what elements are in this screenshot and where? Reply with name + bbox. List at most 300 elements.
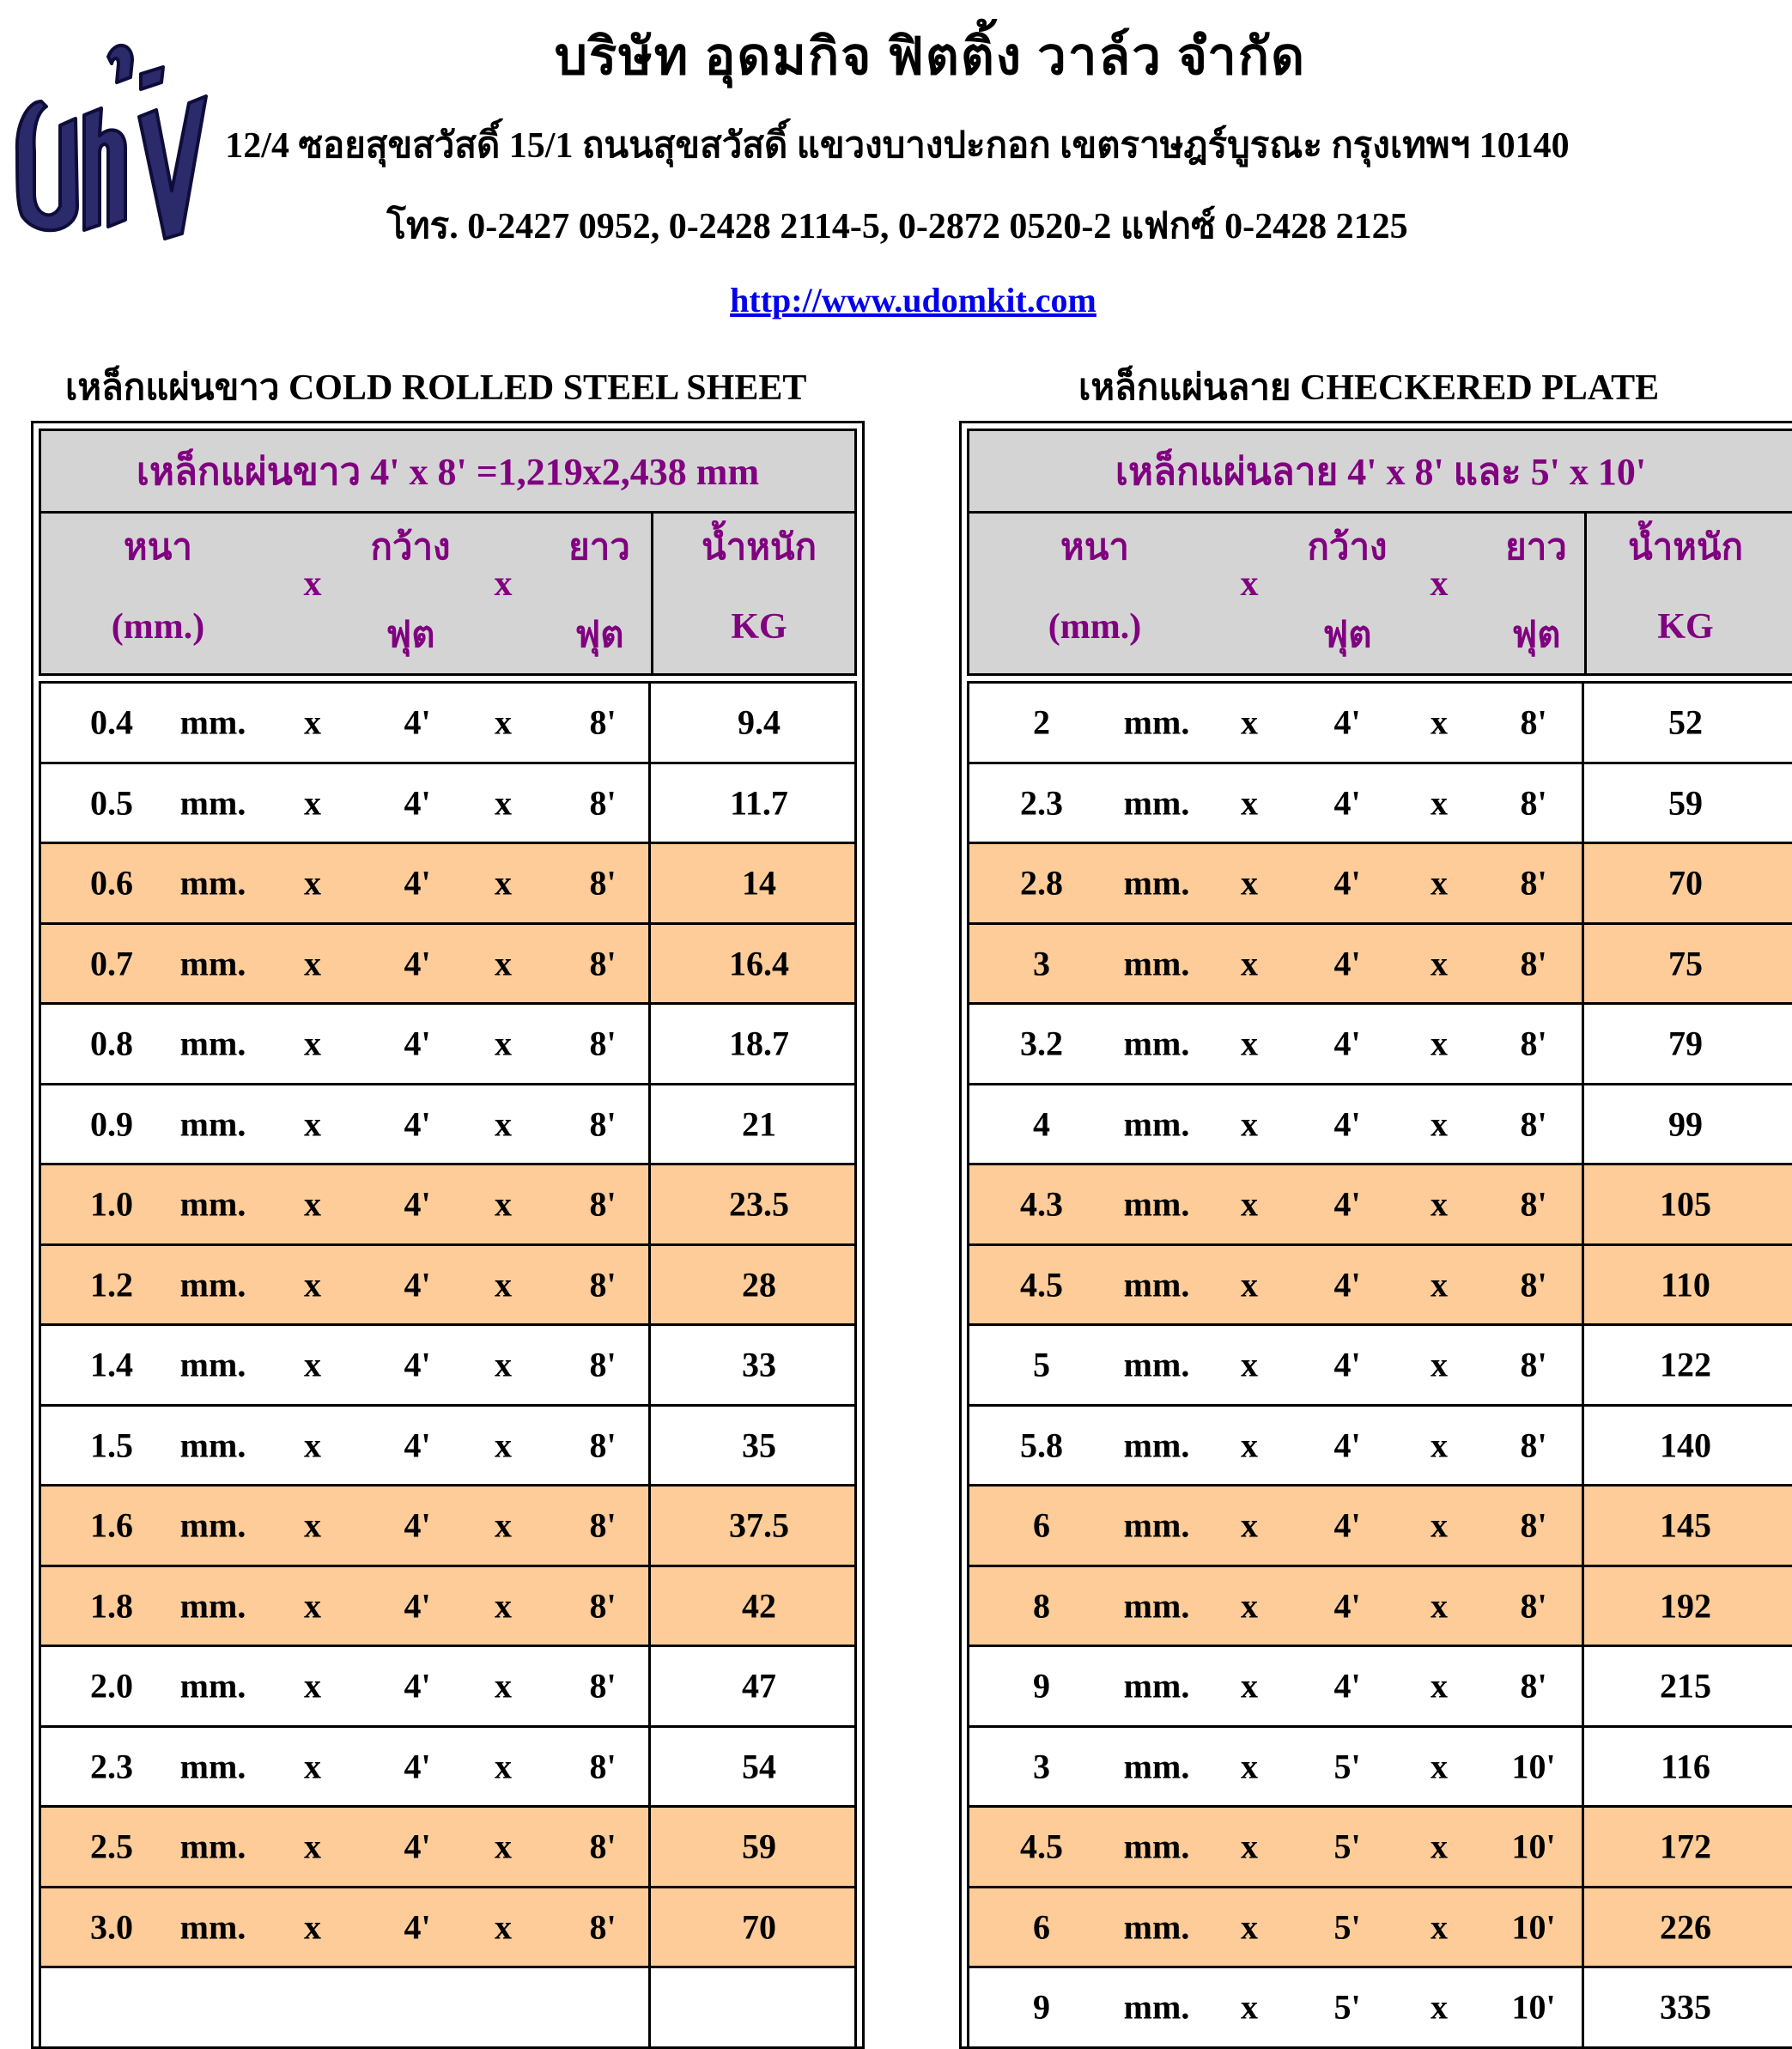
column-divider	[651, 514, 653, 673]
unit-cell: mm.	[179, 1666, 246, 1705]
table-row	[969, 1246, 1792, 1327]
unit-cell: mm.	[1123, 1827, 1190, 1866]
length-cell: 8'	[1520, 1426, 1547, 1465]
column-divider	[1582, 1005, 1584, 1083]
table-title: เหล็กแผ่นลาย 4' x 8' และ 5' x 10'	[969, 431, 1792, 514]
company-phone: โทร. 0-2427 0952, 0-2428 2114-5, 0-2872 0520-2 แฟกซ์ 0-2428 2125	[386, 207, 1408, 246]
width-cell: 4'	[404, 1345, 431, 1384]
length-cell: 8'	[589, 1104, 617, 1144]
length-cell: 10'	[1511, 1827, 1556, 1866]
weight-cell: 47	[742, 1666, 776, 1705]
thickness-cell: 0.6	[90, 863, 133, 903]
thickness-cell: 0.4	[90, 702, 133, 742]
column-divider	[1582, 1085, 1584, 1164]
column-divider	[648, 1165, 651, 1243]
column-divider	[648, 684, 651, 762]
column-header-width-unit: ฟุต	[1322, 616, 1372, 655]
width-cell: 5'	[1333, 1747, 1361, 1786]
length-cell: 8'	[1520, 1024, 1547, 1063]
column-divider	[648, 1085, 651, 1164]
table-row	[969, 1567, 1792, 1648]
times-cell: x	[1431, 944, 1448, 983]
times-cell: x	[495, 783, 512, 823]
column-divider	[1582, 1647, 1584, 1725]
column-header-weight: น้ำหนัก	[1627, 528, 1744, 568]
table-row	[969, 1808, 1792, 1888]
weight-cell: 35	[742, 1426, 776, 1465]
unit-cell: mm.	[1123, 944, 1190, 983]
column-header-times: x	[494, 564, 513, 604]
weight-cell: 11.7	[730, 783, 788, 823]
times-cell: x	[1431, 1586, 1448, 1626]
table-row	[969, 1407, 1792, 1487]
table-row	[41, 1487, 854, 1567]
unit-cell: mm.	[179, 1265, 246, 1304]
column-header-thickness: หนา	[1060, 528, 1129, 568]
weight-cell: 33	[742, 1345, 776, 1384]
weight-cell: 23.5	[729, 1184, 789, 1224]
column-header-length-unit: ฟุต	[574, 616, 624, 655]
times-cell: x	[1241, 1104, 1258, 1144]
unit-cell: mm.	[1123, 1104, 1190, 1144]
column-divider	[1582, 764, 1584, 842]
width-cell: 4'	[1333, 1265, 1361, 1304]
company-name: บริษัท อุดมกิจ ฟิตติ้ง วาล์ว จำกัด	[554, 28, 1307, 85]
times-cell: x	[1241, 1827, 1258, 1866]
thickness-cell: 5	[1033, 1345, 1050, 1384]
thickness-cell: 1.5	[90, 1426, 133, 1465]
table-body	[39, 681, 857, 2046]
times-cell: x	[304, 944, 321, 983]
column-header-width-unit: ฟุต	[386, 616, 435, 655]
length-cell: 8'	[1520, 863, 1547, 903]
thickness-cell: 3.0	[90, 1907, 133, 1947]
unit-cell: mm.	[1123, 863, 1190, 903]
thickness-cell: 1.6	[90, 1505, 133, 1545]
width-cell: 4'	[1333, 1104, 1361, 1144]
table-row	[41, 1407, 854, 1487]
column-header-weight-unit: KG	[731, 607, 787, 647]
weight-cell: 37.5	[729, 1505, 789, 1545]
thickness-cell: 1.4	[90, 1345, 133, 1384]
times-cell: x	[304, 1907, 321, 1947]
width-cell: 4'	[1333, 702, 1361, 742]
table-row	[969, 1326, 1792, 1407]
length-cell: 8'	[1520, 1265, 1547, 1304]
times-cell: x	[1431, 1345, 1448, 1384]
column-divider	[648, 1728, 651, 1806]
thickness-cell: 0.9	[90, 1104, 133, 1144]
column-divider	[1582, 684, 1584, 762]
weight-cell: 215	[1660, 1666, 1711, 1705]
times-cell: x	[1241, 944, 1258, 983]
length-cell: 8'	[589, 1827, 617, 1866]
weight-cell: 42	[742, 1586, 776, 1626]
weight-cell: 75	[1668, 944, 1703, 983]
table-row	[969, 1647, 1792, 1728]
width-cell: 5'	[1333, 1827, 1361, 1866]
length-cell: 8'	[589, 1184, 617, 1224]
width-cell: 4'	[404, 702, 431, 742]
thickness-cell: 2.3	[90, 1747, 133, 1786]
column-divider	[648, 1647, 651, 1725]
column-divider	[648, 764, 651, 842]
thickness-cell: 4.5	[1020, 1827, 1063, 1866]
column-header-weight-unit: KG	[1657, 607, 1714, 647]
thickness-cell: 0.7	[90, 944, 133, 983]
unit-cell: mm.	[179, 702, 246, 742]
times-cell: x	[1241, 1505, 1258, 1545]
table-row	[969, 1005, 1792, 1085]
times-cell: x	[304, 702, 321, 742]
column-divider	[1582, 1326, 1584, 1404]
length-cell: 8'	[589, 1024, 617, 1063]
table-row	[41, 1888, 854, 1969]
column-divider	[648, 1487, 651, 1565]
width-cell: 4'	[404, 1827, 431, 1866]
unit-cell: mm.	[1123, 1265, 1190, 1304]
column-divider	[1582, 1567, 1584, 1645]
length-cell: 8'	[1520, 1505, 1547, 1545]
thickness-cell: 6	[1033, 1505, 1050, 1545]
checkered-plate-table	[959, 421, 1792, 2049]
unit-cell: mm.	[1123, 783, 1190, 823]
width-cell: 4'	[1333, 1184, 1361, 1224]
width-cell: 4'	[1333, 1666, 1361, 1705]
thickness-cell: 4.5	[1020, 1265, 1063, 1304]
times-cell: x	[304, 1345, 321, 1384]
unit-cell: mm.	[179, 944, 246, 983]
table-row	[969, 1085, 1792, 1166]
column-divider	[1582, 1728, 1584, 1806]
thickness-cell: 0.8	[90, 1024, 133, 1063]
times-cell: x	[1431, 1024, 1448, 1063]
table-row	[969, 684, 1792, 764]
table-row	[41, 1246, 854, 1327]
table-title: เหล็กแผ่นขาว 4' x 8' =1,219x2,438 mm	[41, 431, 854, 514]
times-cell: x	[304, 1827, 321, 1866]
times-cell: x	[304, 863, 321, 903]
length-cell: 8'	[1520, 702, 1547, 742]
unit-cell: mm.	[1123, 1024, 1190, 1063]
length-cell: 8'	[589, 1345, 617, 1384]
table-row	[969, 1487, 1792, 1567]
thickness-cell: 1.8	[90, 1586, 133, 1626]
weight-cell: 140	[1660, 1426, 1711, 1465]
width-cell: 4'	[404, 1265, 431, 1304]
times-cell: x	[1431, 1987, 1448, 2027]
weight-cell: 28	[742, 1265, 776, 1304]
length-cell: 8'	[589, 1586, 617, 1626]
times-cell: x	[304, 1666, 321, 1705]
thickness-cell: 0.5	[90, 783, 133, 823]
column-divider	[648, 1968, 651, 2046]
table-row	[41, 1005, 854, 1085]
column-headers	[969, 514, 1792, 673]
unit-cell: mm.	[179, 783, 246, 823]
unit-cell: mm.	[179, 1907, 246, 1947]
unit-cell: mm.	[179, 863, 246, 903]
weight-cell: 52	[1668, 702, 1703, 742]
weight-cell: 99	[1668, 1104, 1703, 1144]
thickness-cell: 2.3	[1020, 783, 1063, 823]
width-cell: 4'	[404, 1907, 431, 1947]
unit-cell: mm.	[179, 1827, 246, 1866]
column-header-weight: น้ำหนัก	[701, 528, 817, 568]
column-divider	[648, 1326, 651, 1404]
thickness-cell: 3	[1033, 944, 1050, 983]
weight-cell: 335	[1660, 1987, 1711, 2027]
column-divider	[1582, 1165, 1584, 1243]
thickness-cell: 2.0	[90, 1666, 133, 1705]
table-row	[41, 764, 854, 845]
unit-cell: mm.	[179, 1024, 246, 1063]
width-cell: 4'	[1333, 783, 1361, 823]
weight-cell: 79	[1668, 1024, 1703, 1063]
weight-cell: 14	[742, 863, 776, 903]
table-header	[967, 429, 1792, 676]
times-cell: x	[495, 1827, 512, 1866]
width-cell: 4'	[404, 1426, 431, 1465]
width-cell: 4'	[1333, 1426, 1361, 1465]
times-cell: x	[1241, 1024, 1258, 1063]
table-row	[969, 844, 1792, 925]
column-header-width: กว้าง	[370, 528, 451, 568]
times-cell: x	[1241, 1345, 1258, 1384]
width-cell: 5'	[1333, 1907, 1361, 1947]
column-header-times: x	[1430, 564, 1449, 604]
table-row	[41, 1808, 854, 1888]
weight-cell: 18.7	[729, 1024, 789, 1063]
column-divider	[648, 1808, 651, 1886]
unit-cell: mm.	[1123, 1747, 1190, 1786]
column-header-length: ยาว	[1505, 528, 1567, 568]
unit-cell: mm.	[1123, 1987, 1190, 2027]
weight-cell: 54	[742, 1747, 776, 1786]
times-cell: x	[304, 1104, 321, 1144]
table-row	[969, 1728, 1792, 1809]
thickness-cell: 9	[1033, 1987, 1050, 2027]
unit-cell: mm.	[179, 1586, 246, 1626]
times-cell: x	[1431, 783, 1448, 823]
times-cell: x	[1431, 1907, 1448, 1947]
times-cell: x	[1431, 702, 1448, 742]
table-row	[41, 844, 854, 925]
weight-cell: 59	[742, 1827, 776, 1866]
times-cell: x	[1431, 1827, 1448, 1866]
times-cell: x	[304, 1024, 321, 1063]
times-cell: x	[1431, 863, 1448, 903]
unit-cell: mm.	[1123, 1426, 1190, 1465]
times-cell: x	[1241, 1184, 1258, 1224]
times-cell: x	[304, 1265, 321, 1304]
unit-cell: mm.	[1123, 1184, 1190, 1224]
column-header-width: กว้าง	[1307, 528, 1388, 568]
length-cell: 8'	[589, 1426, 617, 1465]
width-cell: 4'	[404, 863, 431, 903]
unit-cell: mm.	[1123, 1907, 1190, 1947]
times-cell: x	[1431, 1184, 1448, 1224]
times-cell: x	[304, 1184, 321, 1224]
length-cell: 10'	[1511, 1907, 1556, 1947]
website	[0, 280, 1792, 320]
column-header-times: x	[303, 564, 322, 604]
table-row	[969, 925, 1792, 1006]
column-header-length-unit: ฟุต	[1511, 616, 1561, 655]
width-cell: 4'	[1333, 1024, 1361, 1063]
times-cell: x	[1431, 1104, 1448, 1144]
weight-cell: 59	[1668, 783, 1703, 823]
thickness-cell: 2.8	[1020, 863, 1063, 903]
section-title-checkered: เหล็กแผ่นลาย CHECKERED PLATE	[1078, 368, 1660, 408]
width-cell: 4'	[404, 1104, 431, 1144]
table-row	[41, 1968, 854, 2049]
column-divider	[648, 1005, 651, 1083]
times-cell: x	[495, 702, 512, 742]
times-cell: x	[1241, 1907, 1258, 1947]
times-cell: x	[495, 863, 512, 903]
times-cell: x	[1241, 1586, 1258, 1626]
column-divider	[648, 844, 651, 922]
column-header-thickness-unit: (mm.)	[111, 607, 205, 647]
thickness-cell: 4.3	[1020, 1184, 1063, 1224]
width-cell: 4'	[404, 783, 431, 823]
table-row	[41, 1165, 854, 1246]
table-row	[969, 1165, 1792, 1246]
weight-cell: 116	[1661, 1747, 1710, 1786]
table-row	[41, 1647, 854, 1728]
table-row	[41, 925, 854, 1006]
length-cell: 8'	[589, 783, 617, 823]
table-row	[41, 1567, 854, 1648]
column-divider	[648, 1407, 651, 1485]
thickness-cell: 4	[1033, 1104, 1050, 1144]
column-header-length: ยาว	[568, 528, 630, 568]
website-link[interactable]: http://www.udomkit.com	[730, 281, 1096, 319]
column-header-thickness: หนา	[124, 528, 192, 568]
column-divider	[1582, 1246, 1584, 1324]
unit-cell: mm.	[179, 1345, 246, 1384]
table-row	[41, 1326, 854, 1407]
times-cell: x	[304, 1747, 321, 1786]
length-cell: 10'	[1511, 1987, 1556, 2027]
length-cell: 8'	[1520, 1345, 1547, 1384]
column-header-thickness-unit: (mm.)	[1048, 607, 1142, 647]
column-divider	[1582, 1407, 1584, 1485]
times-cell: x	[495, 1666, 512, 1705]
times-cell: x	[1431, 1265, 1448, 1304]
width-cell: 4'	[404, 1024, 431, 1063]
cold-rolled-table	[31, 421, 865, 2049]
table-row	[41, 1085, 854, 1166]
times-cell: x	[1431, 1666, 1448, 1705]
column-divider	[1582, 1487, 1584, 1565]
width-cell: 4'	[1333, 944, 1361, 983]
width-cell: 4'	[404, 1666, 431, 1705]
weight-cell: 226	[1660, 1907, 1711, 1947]
times-cell: x	[1241, 1265, 1258, 1304]
length-cell: 8'	[589, 944, 617, 983]
unit-cell: mm.	[1123, 1666, 1190, 1705]
weight-cell: 70	[742, 1907, 776, 1947]
unit-cell: mm.	[179, 1505, 246, 1545]
length-cell: 8'	[1520, 783, 1547, 823]
weight-cell: 145	[1660, 1505, 1711, 1545]
table-header	[39, 429, 857, 676]
times-cell: x	[1431, 1747, 1448, 1786]
length-cell: 8'	[589, 1907, 617, 1947]
unit-cell: mm.	[179, 1426, 246, 1465]
weight-cell: 105	[1660, 1184, 1711, 1224]
times-cell: x	[1241, 1747, 1258, 1786]
times-cell: x	[495, 1265, 512, 1304]
times-cell: x	[495, 1505, 512, 1545]
weight-cell: 192	[1660, 1586, 1711, 1626]
thickness-cell: 8	[1033, 1586, 1050, 1626]
unit-cell: mm.	[179, 1747, 246, 1786]
width-cell: 4'	[404, 1505, 431, 1545]
length-cell: 8'	[589, 1747, 617, 1786]
times-cell: x	[1241, 702, 1258, 742]
width-cell: 4'	[1333, 863, 1361, 903]
width-cell: 4'	[1333, 1345, 1361, 1384]
times-cell: x	[495, 1907, 512, 1947]
unit-cell: mm.	[1123, 1505, 1190, 1545]
table-row	[969, 764, 1792, 845]
times-cell: x	[495, 1104, 512, 1144]
column-divider	[1582, 1888, 1584, 1967]
company-address: 12/4 ซอยสุขสวัสดิ์ 15/1 ถนนสุขสวัสดิ์ แขวงบางปะกอก เขตราษฎร์บูรณะ กรุงเทพฯ 10140	[225, 126, 1570, 166]
times-cell: x	[304, 783, 321, 823]
weight-cell: 70	[1668, 863, 1703, 903]
times-cell: x	[304, 1426, 321, 1465]
length-cell: 8'	[589, 1505, 617, 1545]
unit-cell: mm.	[179, 1104, 246, 1144]
weight-cell: 21	[742, 1104, 776, 1144]
times-cell: x	[495, 944, 512, 983]
width-cell: 4'	[404, 1184, 431, 1224]
times-cell: x	[495, 1184, 512, 1224]
length-cell: 8'	[1520, 1586, 1547, 1626]
length-cell: 8'	[1520, 944, 1547, 983]
length-cell: 8'	[589, 702, 617, 742]
column-divider	[1584, 514, 1587, 673]
thickness-cell: 9	[1033, 1666, 1050, 1705]
times-cell: x	[1431, 1426, 1448, 1465]
thickness-cell: 1.0	[90, 1184, 133, 1224]
times-cell: x	[1241, 783, 1258, 823]
times-cell: x	[304, 1586, 321, 1626]
table-row	[969, 1888, 1792, 1969]
thickness-cell: 3	[1033, 1747, 1050, 1786]
length-cell: 8'	[589, 863, 617, 903]
width-cell: 4'	[1333, 1586, 1361, 1626]
weight-cell: 16.4	[729, 944, 789, 983]
thickness-cell: 5.8	[1020, 1426, 1063, 1465]
column-divider	[648, 1888, 651, 1967]
thickness-cell: 2	[1033, 702, 1050, 742]
unit-cell: mm.	[179, 1184, 246, 1224]
table-body	[967, 681, 1792, 2046]
table-row	[969, 1968, 1792, 2049]
column-divider	[1582, 1968, 1584, 2046]
column-divider	[1582, 1808, 1584, 1886]
column-divider	[648, 1246, 651, 1324]
length-cell: 8'	[1520, 1184, 1547, 1224]
times-cell: x	[495, 1747, 512, 1786]
thickness-cell: 3.2	[1020, 1024, 1063, 1063]
section-title-cold-rolled: เหล็กแผ่นขาว COLD ROLLED STEEL SHEET	[65, 368, 807, 408]
